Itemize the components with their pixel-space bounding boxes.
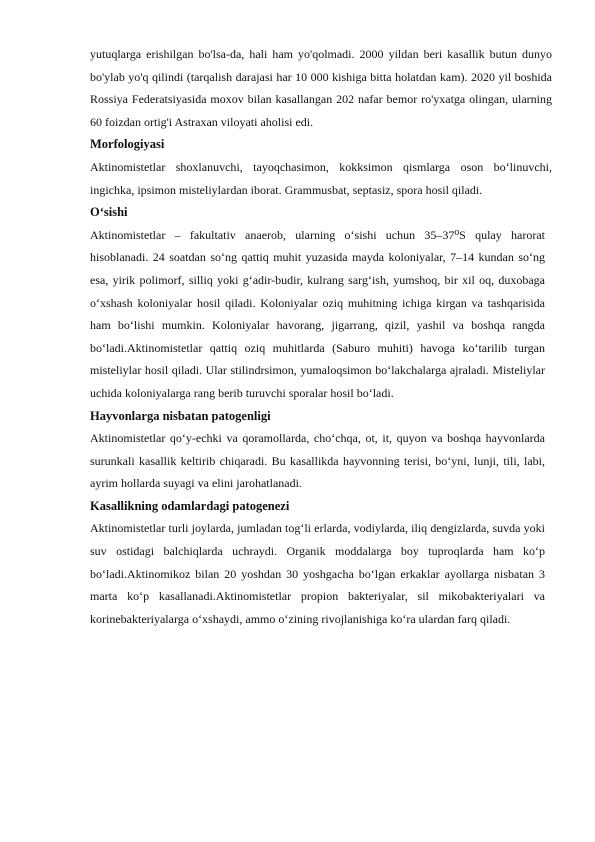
morphology-paragraph: Aktinomistetlar shoxlanuvchi, tayoqchasimon, kokksimon qismlarga oson bo‘linuvchi, ingichka, ipsimon misteliylardan iborat. Grammusbat, septasiz, spora hosil qiladi. (90, 159, 552, 197)
heading-human-pathogenesis: Kasallikning odamlardagi patogenezi (90, 498, 290, 513)
animal-pathogenicity-paragraph: Aktinomistetlar qo‘y-echki va qoramollarda, cho‘chqa, ot, it, quyon va boshqa hayvonlarda surunkali kasallik keltirib chiqaradi. Bu kasallikda hayvonning terisi, bo‘yni, lunji, tili, labi, ayrim hollarda suyagi va elini jarohatlanadi. (90, 431, 545, 491)
document-page (90, 43, 552, 630)
heading-growth: O‘sishi (90, 205, 128, 220)
growth-paragraph: Aktinomistetlar – fakultativ anaerob, ularning o‘sishi uchun 35–37⁰S qulay harorat hisoblanadi. 24 soatdan so‘ng qattiq muhit yuzasida mayda koloniyalar, 7–14 kundan so‘ng esa, yirik polimorf, silliq yoki g‘adir-budir, kulrang sarg‘ish, yumshoq, bir xil oq, duxobaga o‘xshash koloniyalar hosil qiladi. Koloniyalar oziq muhitning ichiga kirgan va tashqarisida ham bo‘lishi mumkin. Koloniyalar havorang, jigarrang, qizil, yashil va boshqa rangda bo‘ladi.Aktinomistetlar qattiq oziq muhitlarda (Saburo muhiti) havoga ko‘tarilib turgan misteliylar hosil qiladi. Ular stilindrsimon, yumaloqsimon bo‘lakchalarga ajraladi. Misteliylar uchida koloniyalarga rang berib turuvchi sporalar hosil bo‘ladi. (90, 227, 545, 400)
intro-paragraph: yutuqlarga erishilgan bo'lsa-da, hali ham yo'qolmadi. 2000 yildan beri kasallik butun dunyo bo'ylab yo'q qilindi (tarqalish darajasi har 10 000 kishiga bitta holatdan kam). 2020 yil boshida Rossiya Federatsiyasida moxov bilan kasallangan 202 nafar bemor ro'yxatga olingan, ularning 60 foizdan ortig'i Astraxan viloyati aholisi edi. (90, 47, 552, 129)
heading-morphology: Morfologiyasi (90, 137, 165, 152)
heading-animal-pathogenicity: Hayvonlarga nisbatan patogenligi (90, 408, 271, 423)
human-pathogenesis-paragraph: Aktinomistetlar turli joylarda, jumladan tog‘li erlarda, vodiylarda, iliq dengizlarda, suvda yoki suv ostidagi balchiqlarda uchraydi. Organik moddalarga boy tuproqlarda ham ko‘p bo‘ladi.Aktinomikoz bilan 20 yoshdan 30 yoshgacha bo‘lgan erkaklar ayollarga nisbatan 3 marta ko‘p kasallanadi.Aktinomistetlar propion bakteriyalar, sil mikobakteriyalari va korinebakteriyalarga o‘xshaydi, ammo o‘zining rivojlanishiga ko‘ra ulardan farq qiladi. (90, 521, 545, 626)
